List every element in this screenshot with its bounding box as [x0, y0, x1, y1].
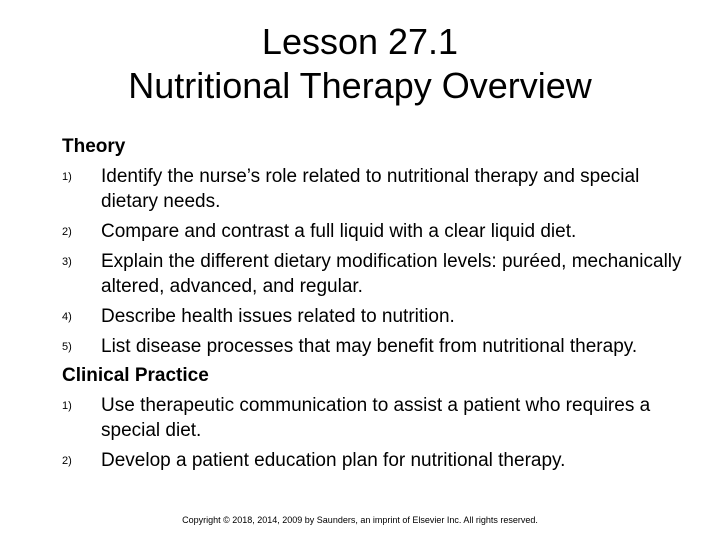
- list-item: [62, 393, 682, 443]
- list-item: [62, 304, 682, 329]
- item-text: Explain the different dietary modification levels: puréed, mechanically altered, advanced, and regular.: [101, 251, 682, 297]
- item-text: Develop a patient education plan for nutritional therapy.: [101, 450, 566, 471]
- slide-title: [60, 20, 660, 108]
- section-heading-theory: Theory: [62, 136, 126, 157]
- item-number: 1): [62, 171, 72, 183]
- list-item: [62, 249, 682, 299]
- item-number: 5): [62, 341, 72, 353]
- item-text: List disease processes that may benefit from nutritional therapy.: [101, 336, 638, 357]
- item-number: 2): [62, 455, 72, 467]
- item-text: Use therapeutic communication to assist a patient who requires a special diet.: [101, 395, 651, 441]
- title-line-1: Lesson 27.1: [261, 21, 459, 62]
- list-item: [62, 334, 682, 359]
- item-number: 4): [62, 311, 72, 323]
- item-text: Describe health issues related to nutrition.: [101, 306, 455, 327]
- item-text: Compare and contrast a full liquid with a clear liquid diet.: [101, 221, 577, 242]
- item-number: 1): [62, 400, 72, 412]
- slide-body: [62, 134, 682, 473]
- list-item: [62, 448, 682, 473]
- title-line-2: Nutritional Therapy Overview: [128, 65, 592, 106]
- item-text: Identify the nurse’s role related to nutritional therapy and special dietary needs.: [101, 166, 640, 212]
- section-heading-clinical-practice: Clinical Practice: [62, 365, 209, 386]
- item-number: 3): [62, 256, 72, 268]
- copyright-footer: Copyright © 2018, 2014, 2009 by Saunders, an imprint of Elsevier Inc. All rights reserved.: [182, 515, 538, 525]
- list-item: [62, 219, 682, 244]
- list-item: [62, 164, 682, 214]
- item-number: 2): [62, 226, 72, 238]
